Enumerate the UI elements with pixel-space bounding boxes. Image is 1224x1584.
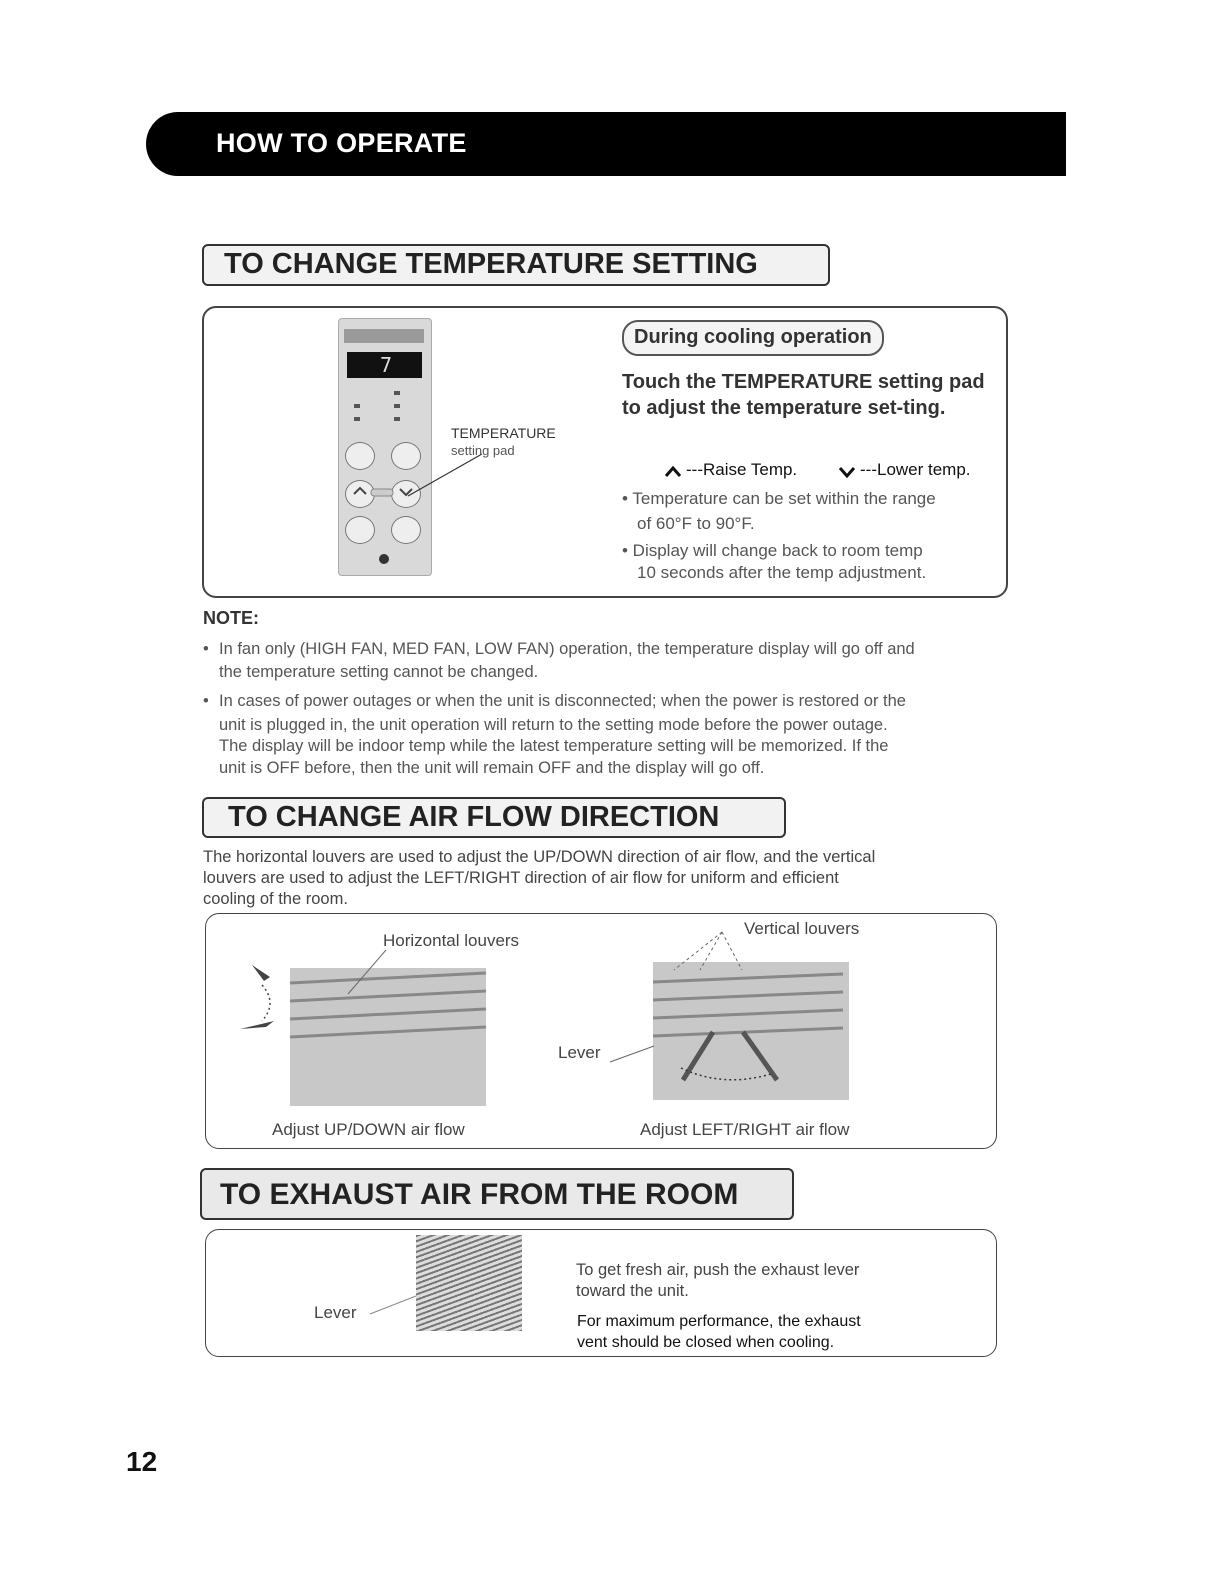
indicator-led bbox=[354, 404, 360, 408]
exhaust-heading: TO EXHAUST AIR FROM THE ROOM bbox=[200, 1168, 794, 1220]
leader-line bbox=[608, 1040, 658, 1066]
horizontal-louvers-label: Horizontal louvers bbox=[383, 931, 520, 950]
power-button[interactable] bbox=[391, 516, 421, 544]
indicator-led bbox=[394, 404, 400, 408]
touch-instruction: Touch the TEMPERATURE setting pad to adjust the temperature set-ting. bbox=[622, 371, 985, 419]
note-item1: In fan only (HIGH FAN, MED FAN, LOW FAN) operation, the temperature display will go off and bbox=[219, 640, 915, 658]
temp-pad-bar bbox=[371, 489, 393, 496]
arrow-icon bbox=[240, 1021, 274, 1029]
vertical-louvers-label: Vertical louvers bbox=[744, 919, 860, 938]
indicator-led bbox=[394, 391, 400, 395]
arrow-icon bbox=[743, 1032, 777, 1080]
banner-title: HOW TO OPERATE bbox=[216, 128, 467, 158]
indicator-led bbox=[394, 417, 400, 421]
note-item2-cont: unit is plugged in, the unit operation will return to the setting mode before the power outage. bbox=[219, 716, 888, 734]
chevron-up-icon bbox=[664, 465, 684, 479]
updown-caption: Adjust UP/DOWN air flow bbox=[272, 1120, 465, 1139]
display-bullet: • Display will change back to room temp bbox=[622, 541, 923, 560]
page-number: 12 bbox=[126, 1446, 158, 1477]
airflow-heading: TO CHANGE AIR FLOW DIRECTION bbox=[202, 797, 786, 838]
display-bullet-cont: 10 seconds after the temp adjustment. bbox=[637, 563, 927, 582]
note-heading: NOTE: bbox=[203, 608, 259, 628]
indicator-led bbox=[354, 417, 360, 421]
leader-line bbox=[368, 1292, 418, 1318]
exhaust-vent-image bbox=[416, 1235, 522, 1331]
exhaust-text-cont: toward the unit. bbox=[576, 1282, 689, 1300]
leader-lines bbox=[660, 930, 750, 975]
cooling-operation-pill: During cooling operation bbox=[622, 320, 884, 356]
note-bullet: • bbox=[203, 692, 209, 710]
timer-button[interactable] bbox=[345, 516, 375, 544]
remote-display-digit: 7 bbox=[380, 353, 393, 377]
temperature-heading: TO CHANGE TEMPERATURE SETTING bbox=[202, 244, 830, 286]
note-bullet: • bbox=[203, 640, 209, 658]
note-item2-cont: The display will be indoor temp while the latest temperature setting will be memorized. If the bbox=[219, 737, 889, 755]
exhaust-tip-cont: vent should be closed when cooling. bbox=[577, 1334, 835, 1351]
airflow-description-cont: louvers are used to adjust the LEFT/RIGHT direction of air flow for uniform and efficient bbox=[203, 869, 839, 887]
chevron-up-icon bbox=[354, 488, 366, 494]
lever-label: Lever bbox=[558, 1043, 601, 1062]
lower-temp-label: ---Lower temp. bbox=[860, 460, 971, 479]
airflow-description: The horizontal louvers are used to adjust the UP/DOWN direction of air flow, and the vertical bbox=[203, 848, 876, 866]
note-item2-cont: unit is OFF before, then the unit will remain OFF and the display will go off. bbox=[219, 759, 765, 777]
raise-temp-label: ---Raise Temp. bbox=[686, 460, 798, 479]
leftright-caption: Adjust LEFT/RIGHT air flow bbox=[640, 1120, 850, 1139]
exhaust-text: To get fresh air, push the exhaust lever bbox=[576, 1261, 860, 1279]
note-item2: In cases of power outages or when the unit is disconnected; when the power is restored or the bbox=[219, 692, 906, 710]
exhaust-lever-label: Lever bbox=[314, 1303, 357, 1322]
remote-sensor bbox=[379, 554, 389, 564]
remote-brand-strip bbox=[344, 329, 424, 343]
range-bullet-cont: of 60°F to 90°F. bbox=[637, 514, 755, 533]
leader-line bbox=[340, 948, 400, 998]
range-bullet: • Temperature can be set within the range bbox=[622, 489, 936, 508]
vertical-louver-drawing bbox=[653, 962, 853, 1102]
chevron-down-icon bbox=[838, 465, 858, 479]
arrow-icon bbox=[252, 965, 270, 981]
temperature-pad-label: TEMPERATURE setting pad bbox=[451, 425, 556, 458]
note-item1-cont: the temperature setting cannot be changed. bbox=[219, 663, 539, 681]
arrow-icon bbox=[683, 1032, 713, 1080]
airflow-description-cont: cooling of the room. bbox=[203, 890, 348, 908]
leader-line bbox=[408, 454, 482, 496]
exhaust-tip: For maximum performance, the exhaust bbox=[577, 1313, 861, 1330]
